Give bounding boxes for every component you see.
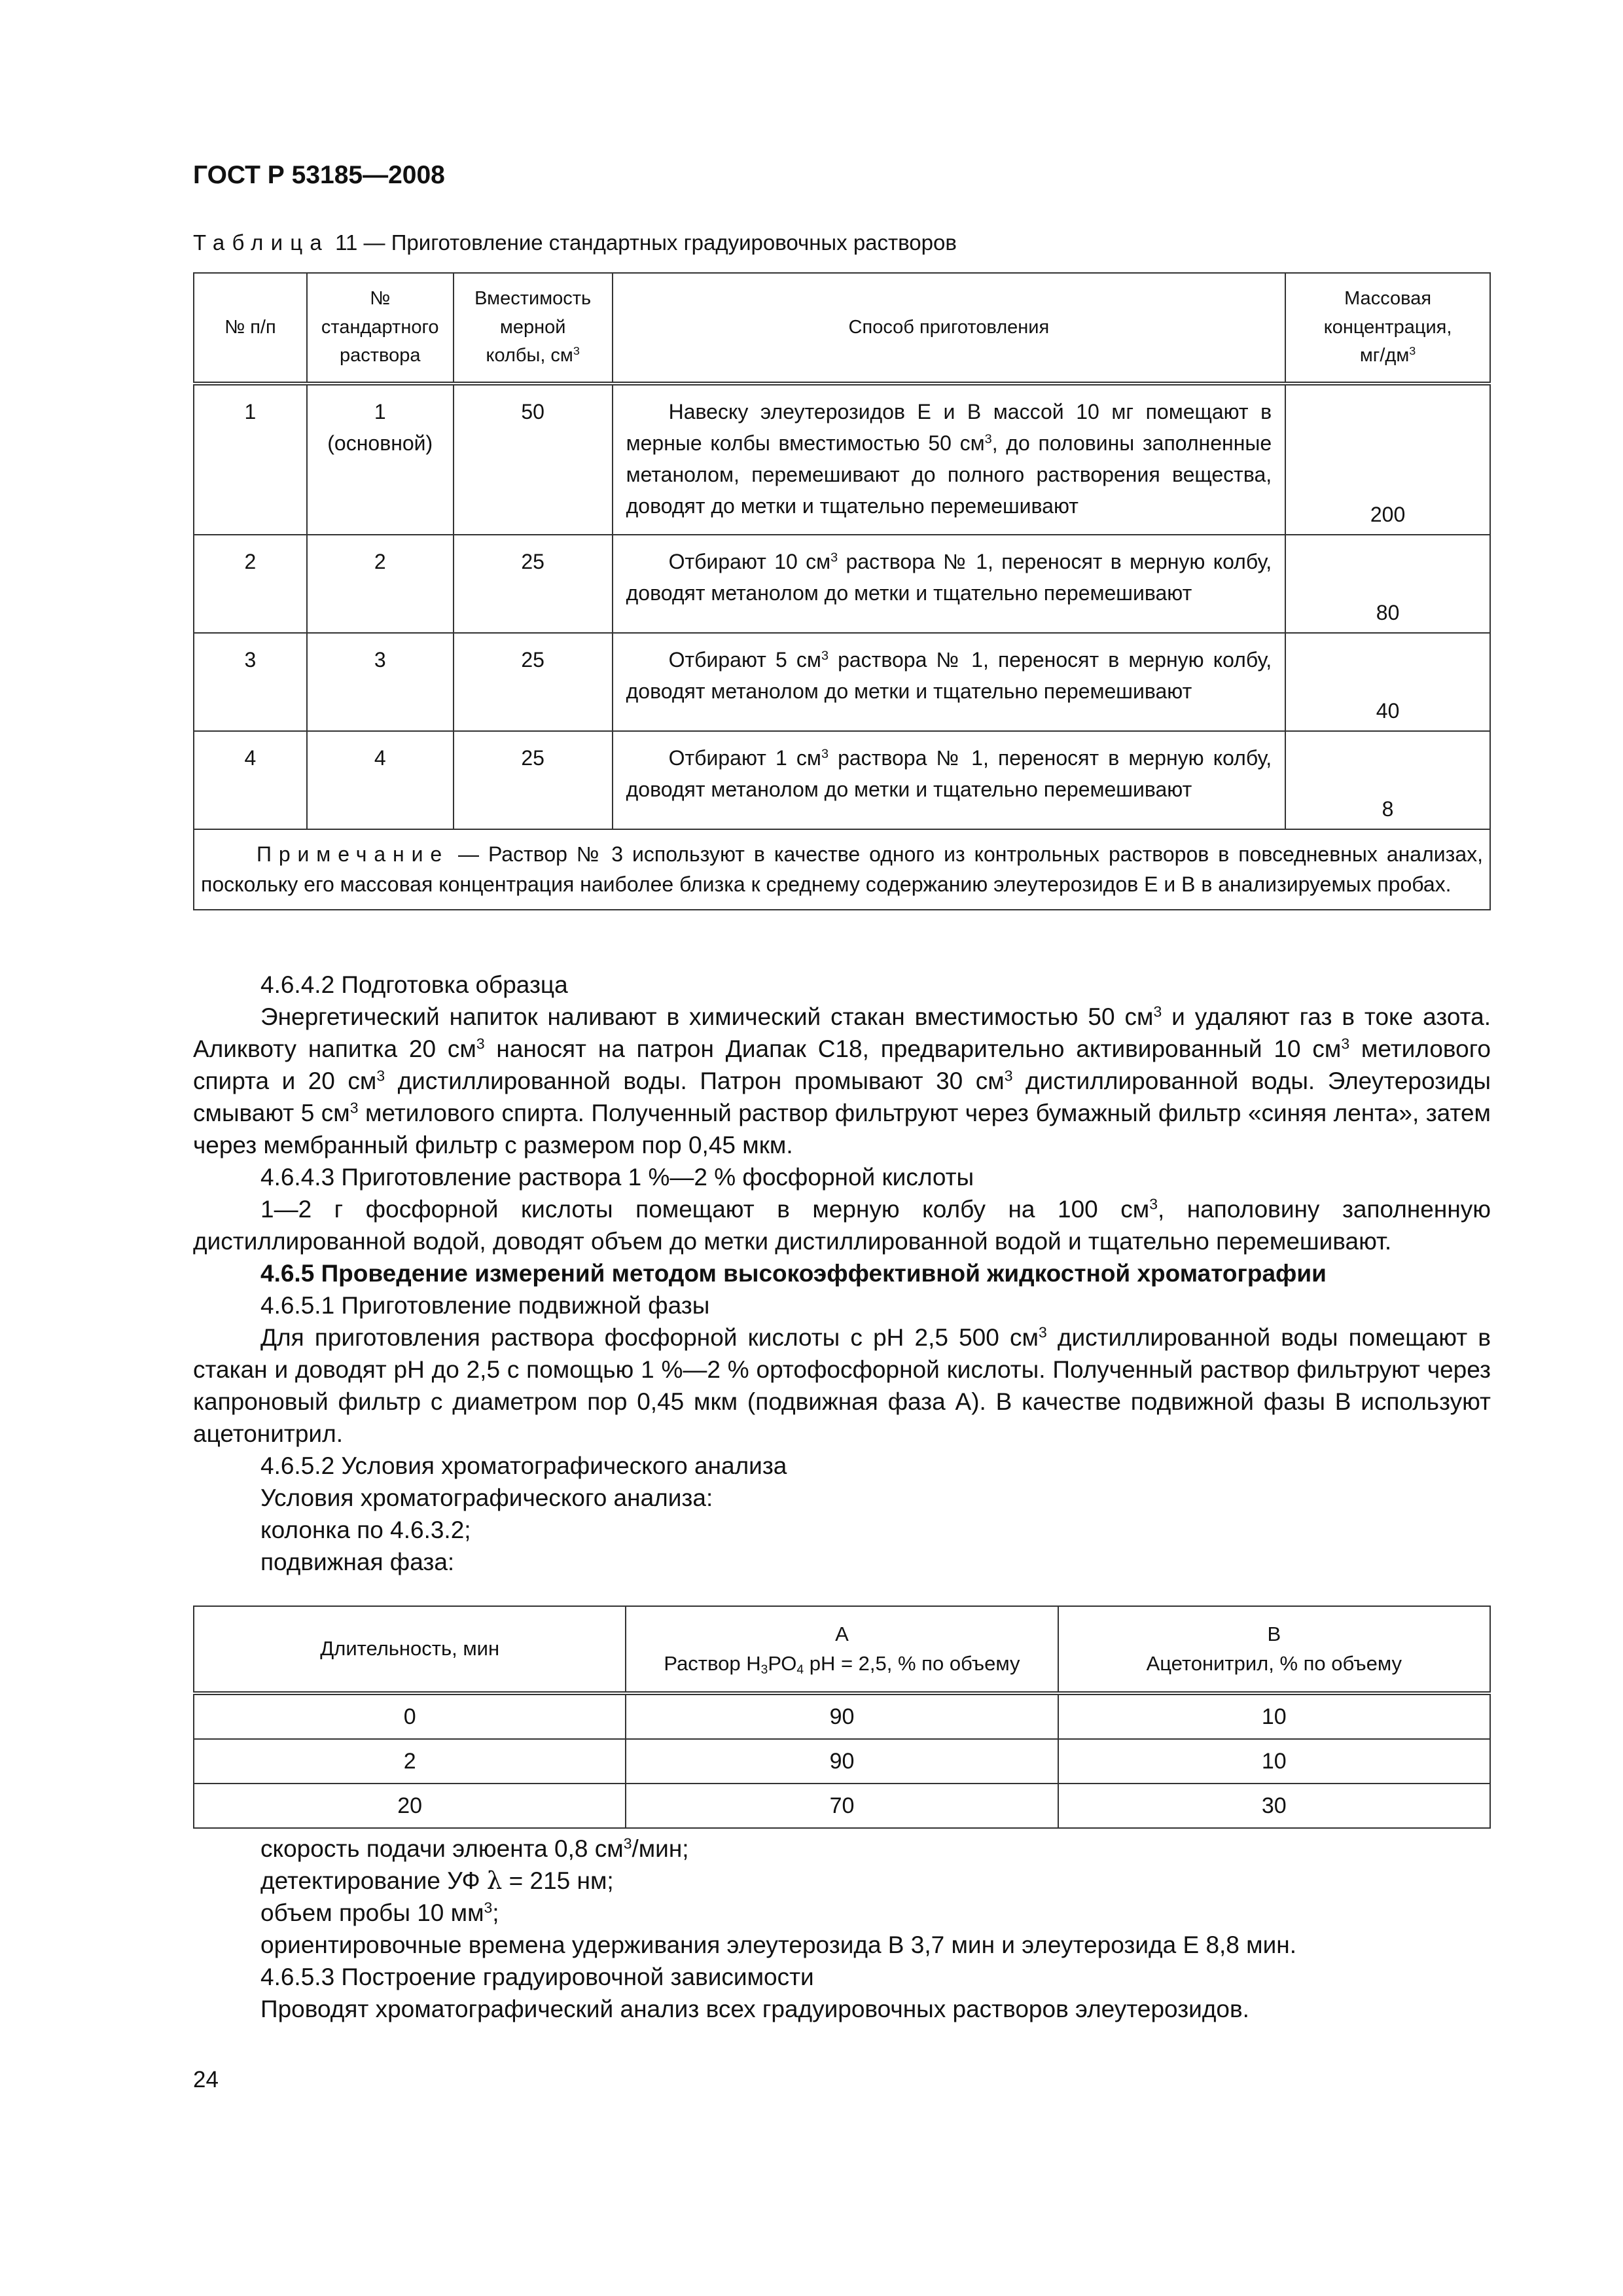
- main-text-continued: [193, 1833, 1491, 2025]
- table-row: [194, 384, 1490, 535]
- header-standard-solution: № стандартного раствора: [307, 273, 454, 384]
- table-note: [194, 829, 1490, 910]
- cell-concentration: 40: [1285, 633, 1490, 731]
- cell-num: 1: [194, 384, 307, 535]
- table-row: [194, 1739, 1490, 1784]
- cell-standard: 4: [307, 731, 454, 829]
- table-header-row: [194, 1606, 1490, 1693]
- section-title-465: 4.6.5 Проведение измерений методом высокоэффективной жидкостной хроматографии: [260, 1260, 1327, 1287]
- table-caption-label: Таблица: [193, 230, 329, 255]
- cell-concentration: 8: [1285, 731, 1490, 829]
- section-title-4652: 4.6.5.2 Условия хроматографического анализа: [260, 1452, 787, 1479]
- cell-volume: 25: [454, 633, 613, 731]
- page-number: 24: [193, 2067, 219, 2092]
- table-row: [194, 731, 1490, 829]
- cell-concentration: 80: [1285, 535, 1490, 633]
- cell-standard: 3: [307, 633, 454, 731]
- header-duration: Длительность, мин: [194, 1606, 626, 1693]
- cell-method: Навеску элеутерозидов Е и В массой 10 мг помещают в мерные колбы вместимостью 50 $см^3$, до половины заполненные метанолом, перемешивают до полного растворения вещества, доводят до метки и тщательно перемешивают: [613, 384, 1286, 535]
- cell-standard: 2: [307, 535, 454, 633]
- section-title-4653: 4.6.5.3 Построение градуировочной зависимости: [260, 1964, 814, 1990]
- cell-phase-b: 10: [1058, 1693, 1490, 1739]
- column-line: колонка по 4.6.3.2;: [260, 1516, 471, 1543]
- cell-concentration: 200: [1285, 384, 1490, 535]
- cell-duration: 20: [194, 1784, 626, 1828]
- cell-phase-a: 90: [626, 1739, 1058, 1784]
- detection-line: детектирование УФ λ = 215 нм;: [260, 1867, 614, 1895]
- note-label: Примечание: [257, 842, 450, 866]
- cell-num: 4: [194, 731, 307, 829]
- sample-volume-line: объем пробы 10 $мм^3$;: [260, 1899, 499, 1926]
- cell-standard: 1 (основной): [307, 384, 454, 535]
- cell-phase-b: 10: [1058, 1739, 1490, 1784]
- table-row: [194, 1784, 1490, 1828]
- conditions-line: Условия хроматографического анализа:: [260, 1484, 713, 1511]
- header-method: Способ приготовления: [613, 273, 1286, 384]
- paragraph-mobile-phase: Для приготовления раствора фосфорной кислоты с рН 2,5 500 $см^3$ дистиллированной воды помещают в стакан и доводят рН до 2,5 с помощью 1 %—2 % ортофосфорной кислоты. Полученный раствор фильтруют через капроновый фильтр с диаметром пор 0,45 мкм (подвижная фаза А). В качестве подвижной фазы В используют ацетонитрил.: [193, 1323, 1491, 1447]
- section-title-4651: 4.6.5.1 Приготовление подвижной фазы: [260, 1292, 710, 1319]
- table-caption-text: 11 — Приготовление стандартных градуировочных растворов: [329, 230, 957, 255]
- calibration-analysis-line: Проводят хроматографический анализ всех градуировочных растворов элеутерозидов.: [260, 1996, 1249, 2022]
- document-header: ГОСТ Р 53185—2008: [193, 161, 445, 189]
- main-text: [193, 969, 1491, 1578]
- cell-phase-b: 30: [1058, 1784, 1490, 1828]
- header-phase-b: В Ацетонитрил, % по объему: [1058, 1606, 1490, 1693]
- cell-method: Отбирают 1 $см^3$ раствора № 1, переносят в мерную колбу, доводят метанолом до метки и тщательно перемешивают: [613, 731, 1286, 829]
- table-caption: [193, 230, 957, 255]
- section-title-4643: 4.6.4.3 Приготовление раствора 1 %—2 % фосфорной кислоты: [260, 1164, 974, 1191]
- cell-duration: 0: [194, 1693, 626, 1739]
- cell-method: Отбирают 10 $см^3$ раствора № 1, переносят в мерную колбу, доводят метанолом до метки и тщательно перемешивают: [613, 535, 1286, 633]
- cell-volume: 50: [454, 384, 613, 535]
- table-header-row: [194, 273, 1490, 384]
- cell-duration: 2: [194, 1739, 626, 1784]
- mobile-phase-gradient-table: [193, 1605, 1491, 1829]
- header-concentration: Массовая концентрация, $мг/дм^3$: [1285, 273, 1490, 384]
- cell-volume: 25: [454, 535, 613, 633]
- header-num: № п/п: [194, 273, 307, 384]
- cell-method: Отбирают 5 $см^3$ раствора № 1, переносят в мерную колбу, доводят метанолом до метки и тщательно перемешивают: [613, 633, 1286, 731]
- paragraph-sample-prep: Энергетический напиток наливают в химический стакан вместимостью 50 $см^3$ и удаляют газ в токе азота. Аликвоту напитка 20 $см^3$ наносят на патрон Диапак С18, предварительно активированный 10 $см^3$ метилового спирта и 20 $см^3$ дистиллированной воды. Патрон промывают 30 $см^3$ дистиллированной воды. Элеутерозиды смывают 5 $см^3$ метилового спирта. Полученный раствор фильтруют через бумажный фильтр «синяя лента», затем через мембранный фильтр с размером пор 0,45 мкм.: [193, 1003, 1491, 1158]
- header-flask-volume: Вместимость мерной колбы, $см^3$: [454, 273, 613, 384]
- header-phase-a: А Раствор $Н_3РО_4$ рН = 2,5, % по объему: [626, 1606, 1058, 1693]
- cell-phase-a: 70: [626, 1784, 1058, 1828]
- cell-num: 2: [194, 535, 307, 633]
- table-row: [194, 1693, 1490, 1739]
- cell-volume: 25: [454, 731, 613, 829]
- flow-rate-line: скорость подачи элюента 0,8 $см^3$/мин;: [260, 1835, 689, 1862]
- cell-phase-a: 90: [626, 1693, 1058, 1739]
- note-text: — Раствор № 3 используют в качестве одного из контрольных растворов в повседневных анализах, поскольку его массовая концентрация наиболее близка к среднему содержанию элеутерозидов Е и В в анализируемых пробах.: [201, 842, 1483, 897]
- section-title-4642: 4.6.4.2 Подготовка образца: [260, 971, 568, 998]
- table-row: [194, 535, 1490, 633]
- paragraph-acid-prep: 1—2 г фосфорной кислоты помещают в мерную колбу на 100 $см^3$, наполовину заполненную дистиллированной водой, доводят объем до метки дистиллированной водой и тщательно перемешивают.: [193, 1195, 1491, 1255]
- table-row: [194, 633, 1490, 731]
- cell-num: 3: [194, 633, 307, 731]
- table-note-row: [194, 829, 1490, 910]
- retention-times-line: ориентировочные времена удерживания элеутерозида В 3,7 мин и элеутерозида Е 8,8 мин.: [260, 1931, 1296, 1958]
- calibration-solutions-table: [193, 272, 1491, 910]
- mobile-phase-line: подвижная фаза:: [260, 1549, 455, 1575]
